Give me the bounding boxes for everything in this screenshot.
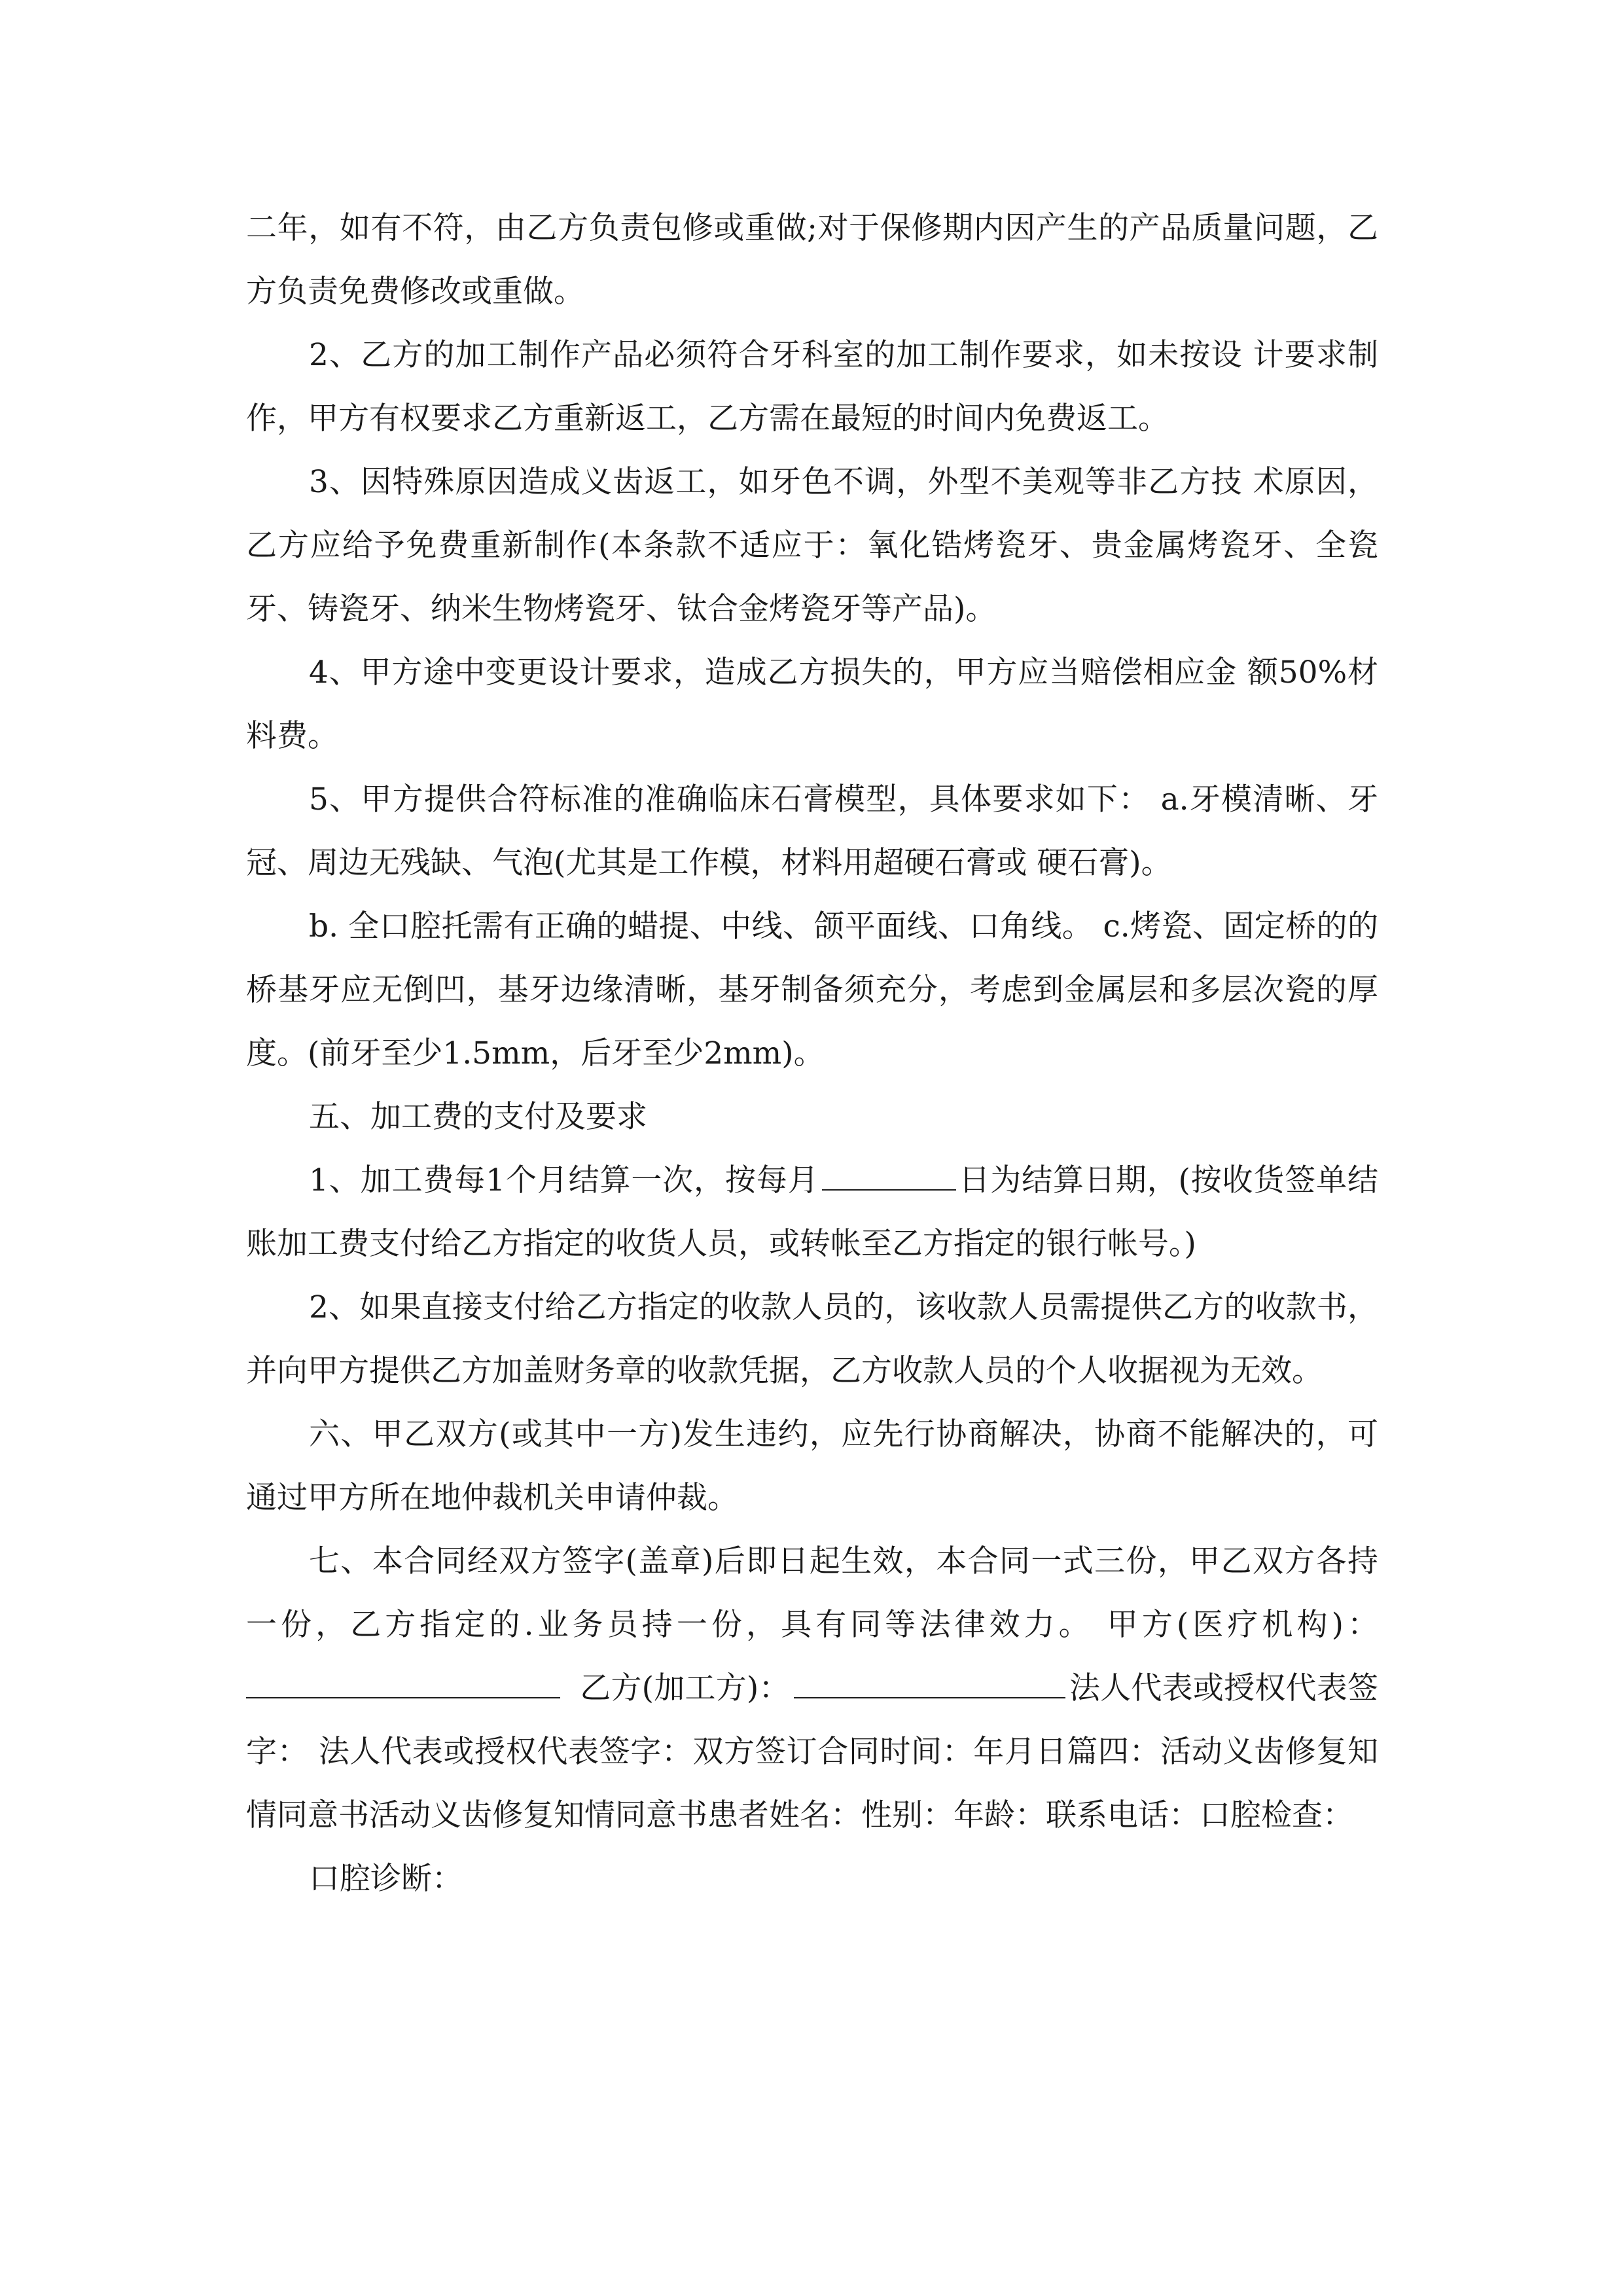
paragraph-clause-3: 3、因特殊原因造成义齿返工，如牙色不调，外型不美观等非乙方技 术原因，乙方应给予免费重新制作(本条款不适应于：氧化锆烤瓷牙、贵金属烤瓷牙、全瓷牙、铸瓷牙、纳米生物烤瓷牙、钛合金烤瓷牙等产品)。 <box>246 464 1378 627</box>
section-heading-payment: 五、加工费的支付及要求 <box>309 1099 647 1135</box>
paragraph-breach: 六、甲乙双方(或其中一方)发生违约，应先行协商解决，协商不能解决的，可通过甲方所在地仲裁机关申请仲裁。 <box>246 1416 1378 1516</box>
effect-text: 七、本合同经双方签字(盖章)后即日起生效，本合同一式三份，甲乙双方各持一份，乙方指定的.业务员持一份，具有同等法律效力。 甲方(医疗机构)： <box>246 1543 1378 1643</box>
settlement-date-blank <box>822 1160 956 1191</box>
paragraph-oral-diagnosis: 口腔诊断： <box>309 1861 463 1897</box>
paragraph-clause-5: 5、甲方提供合符标准的准确临床石膏模型，具体要求如下： a.牙模清晰、牙冠、周边无残缺、气泡(尤其是工作模，材料用超硬石膏或 硬石膏)。 <box>246 781 1378 881</box>
document-body <box>246 196 1378 1910</box>
payment-1-text-start: 1、加工费每1个月结算一次，按每月 <box>309 1162 819 1198</box>
paragraph-payment-1 <box>246 1149 1378 1276</box>
paragraph-effect-and-signatures <box>246 1530 1378 1847</box>
party-b-label: 乙方(加工方)： <box>580 1670 790 1706</box>
paragraph-clause-5b: b. 全口腔托需有正确的蜡提、中线、颌平面线、口角线。 c.烤瓷、固定桥的的桥基牙应无倒凹，基牙边缘清晰，基牙制备须充分，考虑到金属层和多层次瓷的厚度。(前牙至少1.5mm，后牙至少2mm)。 <box>246 908 1378 1071</box>
paragraph-payment-2: 2、如果直接支付给乙方指定的收款人员的，该收款人员需提供乙方的收款书，并向甲方提供乙方加盖财务章的收款凭据，乙方收款人员的个人收据视为无效。 <box>246 1289 1378 1389</box>
paragraph-clause-4: 4、甲方途中变更设计要求，造成乙方损失的，甲方应当赔偿相应金 额50%材料费。 <box>246 655 1378 754</box>
party-b-signature-blank <box>794 1668 1065 1698</box>
paragraph-warranty-continued: 二年，如有不符，由乙方负责包修或重做;对于保修期内因产生的产品质量问题，乙方负责免费修改或重做。 <box>246 210 1378 310</box>
signature-and-consent-text: 法人代表或授权代表签字： 法人代表或授权代表签字：双方签订合同时间：年月日篇四：活动义齿修复知情同意书活动义齿修复知情同意书患者姓名：性别：年龄：联系电话：口腔检查： <box>246 1670 1378 1833</box>
paragraph-clause-2: 2、乙方的加工制作产品必须符合牙科室的加工制作要求，如未按设 计要求制作，甲方有权要求乙方重新返工，乙方需在最短的时间内免费返工。 <box>246 337 1378 437</box>
party-a-signature-blank <box>246 1668 560 1698</box>
payment-1-text-end: 日为结算日期，(按收货签单结账加工费支付给乙方指定的收货人员，或转帐至乙方指定的银行帐号。) <box>246 1162 1378 1262</box>
